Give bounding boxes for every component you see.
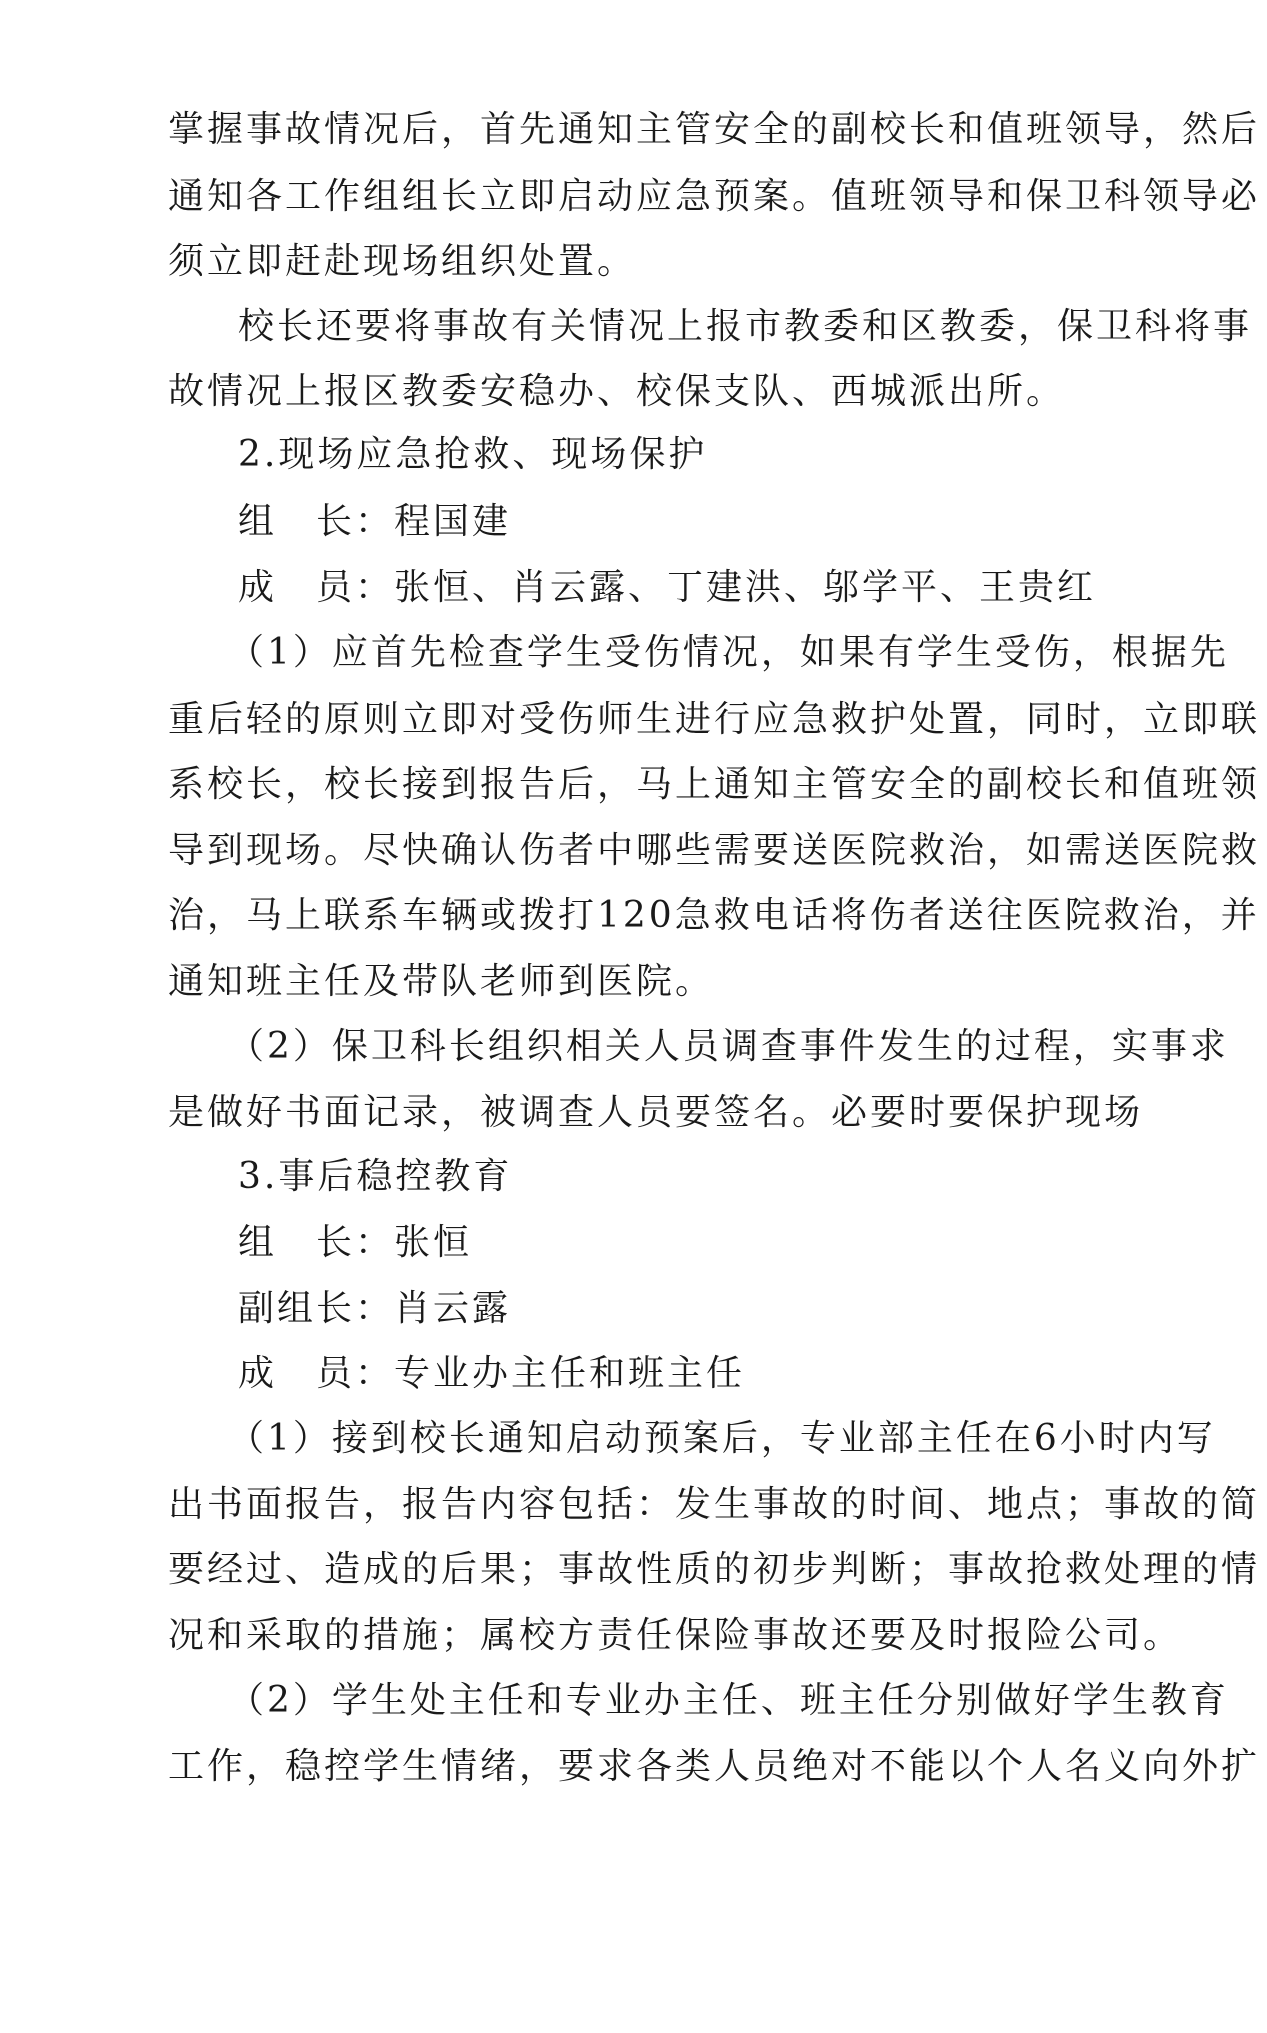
group-members: 成 员：专业办主任和班主任 bbox=[238, 1353, 746, 1394]
paragraph-line: 掌握事故情况后，首先通知主管安全的副校长和值班领导，然后 bbox=[168, 109, 1261, 150]
paragraph-line: （1）应首先检查学生受伤情况，如果有学生受伤，根据先 bbox=[228, 632, 1229, 673]
group-deputy-leader: 副组长：肖云露 bbox=[238, 1288, 512, 1329]
paragraph-line: 须立即赶赴现场组织处置。 bbox=[168, 241, 637, 282]
paragraph-line: 重后轻的原则立即对受伤师生进行应急救护处置，同时，立即联 bbox=[168, 699, 1261, 740]
paragraph-line: （2）学生处主任和专业办主任、班主任分别做好学生教育 bbox=[228, 1680, 1229, 1721]
paragraph-line: 工作，稳控学生情绪，要求各类人员绝对不能以个人名义向外扩 bbox=[168, 1746, 1261, 1787]
paragraph-line: 况和采取的措施；属校方责任保险事故还要及时报险公司。 bbox=[168, 1615, 1183, 1656]
paragraph-line: 校长还要将事故有关情况上报市教委和区教委，保卫科将事 bbox=[238, 306, 1253, 347]
section-heading: 3.事后稳控教育 bbox=[238, 1156, 513, 1197]
paragraph-line: 通知班主任及带队老师到医院。 bbox=[168, 961, 715, 1002]
paragraph-line: 系校长，校长接到报告后，马上通知主管安全的副校长和值班领 bbox=[168, 764, 1261, 805]
paragraph-line: 通知各工作组组长立即启动应急预案。值班领导和保卫科领导必 bbox=[168, 176, 1261, 217]
paragraph-line: 要经过、造成的后果；事故性质的初步判断；事故抢救处理的情 bbox=[168, 1549, 1261, 1590]
group-leader: 组 长：程国建 bbox=[238, 501, 512, 542]
paragraph-line: （2）保卫科长组织相关人员调查事件发生的过程，实事求 bbox=[228, 1026, 1229, 1067]
paragraph-line: 是做好书面记录，被调查人员要签名。必要时要保护现场 bbox=[168, 1092, 1144, 1133]
section-heading: 2.现场应急抢救、现场保护 bbox=[238, 434, 708, 475]
group-members: 成 员：张恒、肖云露、丁建洪、邬学平、王贵红 bbox=[238, 567, 1097, 608]
paragraph-line: 导到现场。尽快确认伤者中哪些需要送医院救治，如需送医院救 bbox=[168, 830, 1261, 871]
paragraph-line: 故情况上报区教委安稳办、校保支队、西城派出所。 bbox=[168, 371, 1066, 412]
paragraph-line: 治，马上联系车辆或拨打120急救电话将伤者送往医院救治，并 bbox=[168, 895, 1260, 936]
paragraph-line: （1）接到校长通知启动预案后，专业部主任在6小时内写 bbox=[228, 1418, 1216, 1459]
paragraph-line: 出书面报告，报告内容包括：发生事故的时间、地点；事故的简 bbox=[168, 1484, 1261, 1525]
group-leader: 组 长：张恒 bbox=[238, 1222, 473, 1263]
